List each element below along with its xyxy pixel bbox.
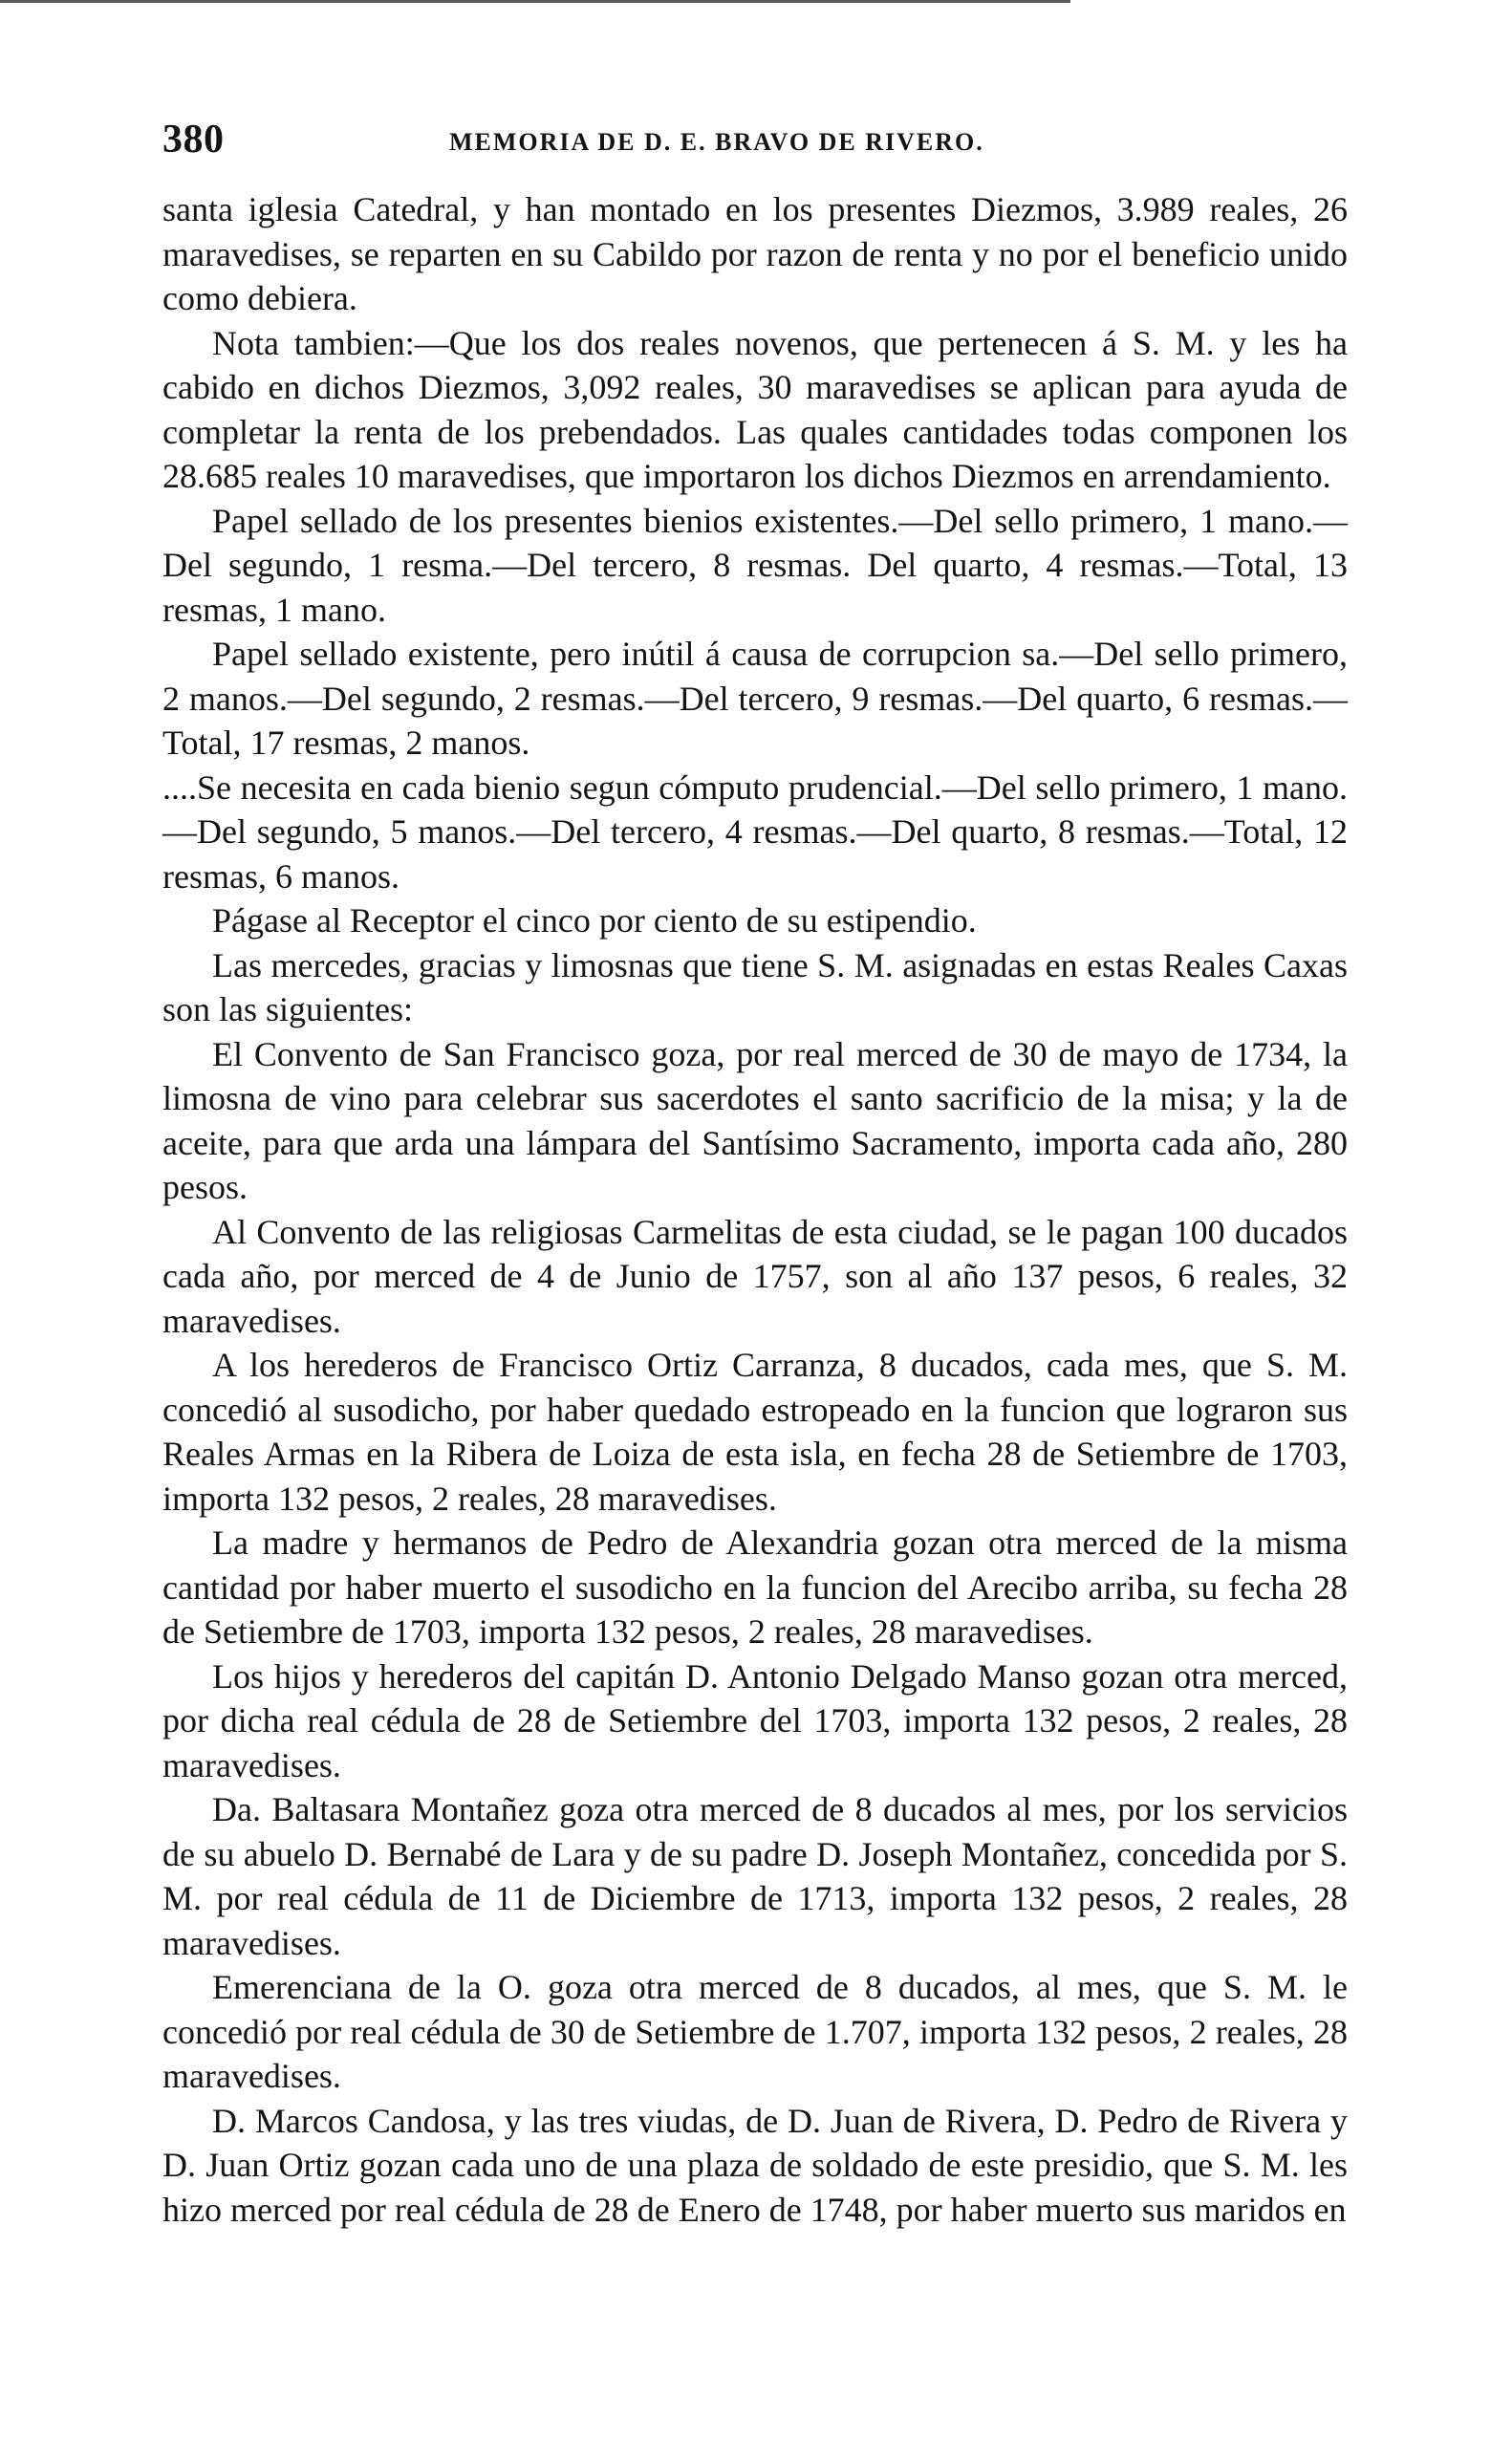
paragraph: La madre y hermanos de Pedro de Alexandria gozan otra merced de la misma cantidad por haber muerto el susodicho en la funcion del Arecibo arriba, su fecha 28 de Setiembre de 1703, importa 132 pesos, 2 reales, 28 maravedises.	[162, 1524, 1348, 1651]
paragraph: A los herederos de Francisco Ortiz Carranza, 8 ducados, cada mes, que S. M. concedió al susodicho, por haber quedado estropeado en la funcion que lograron sus Reales Armas en la Ribera de Loiza de esta isla, en fecha 28 de Setiembre de 1703, importa 132 pesos, 2 reales, 28 maravedises.	[162, 1346, 1348, 1518]
top-rule	[0, 0, 1070, 3]
paragraph: Págase al Receptor el cinco por ciento de su estipendio.	[212, 901, 977, 940]
paragraph: D. Marcos Candosa, y las tres viudas, de D. Juan de Rivera, D. Pedro de Rivera y D. Juan Ortiz gozan cada uno de una plaza de soldado de este presidio, que S. M. les hizo merced por real cédula de 28 de Enero de 1748, por haber muerto sus maridos en	[162, 2101, 1348, 2229]
paragraph: santa iglesia Catedral, y han montado en los presentes Diezmos, 3.989 reales, 26 maravedises, se reparten en su Cabildo por razon de renta y no por el beneficio unido como debiera.	[162, 190, 1348, 317]
paragraph: ....Se necesita en cada bienio segun cómputo prudencial.—Del sello primero, 1 mano.—Del segundo, 5 manos.—Del tercero, 4 resmas.—Del quarto, 8 resmas.—Total, 12 resmas, 6 manos.	[162, 767, 1348, 896]
running-head	[162, 115, 1348, 162]
paragraph: Papel sellado existente, pero inútil á causa de corrupcion sa.—Del sello primero, 2 manos.—Del segundo, 2 resmas.—Del tercero, 9 resmas.—Del quarto, 6 resmas.—Total, 17 resmas, 2 manos.	[162, 635, 1348, 762]
paragraph: Da. Baltasara Montañez goza otra merced de 8 ducados al mes, por los servicios de su abuelo D. Bernabé de Lara y de su padre D. Joseph Montañez, concedida por S. M. por real cédula de 11 de Diciembre de 1713, importa 132 pesos, 2 reales, 28 maravedises.	[162, 1790, 1348, 1962]
paragraph: Los hijos y herederos del capitán D. Antonio Delgado Manso gozan otra merced, por dicha real cédula de 28 de Setiembre del 1703, importa 132 pesos, 2 reales, 28 maravedises.	[162, 1656, 1348, 1784]
page-body	[162, 187, 1348, 2232]
running-title: MEMORIA DE D. E. BRAVO DE RIVERO.	[449, 128, 984, 156]
page-number: 380	[162, 118, 225, 162]
paragraph: Las mercedes, gracias y limosnas que tiene S. M. asignadas en estas Reales Caxas son las siguientes:	[162, 945, 1348, 1028]
paragraph: Papel sellado de los presentes bienios existentes.—Del sello primero, 1 mano.—Del segundo, 1 resma.—Del tercero, 8 resmas. Del quarto, 4 resmas.—Total, 13 resmas, 1 mano.	[162, 501, 1348, 629]
paragraph: Nota tambien:—Que los dos reales novenos, que pertenecen á S. M. y les ha cabido en dichos Diezmos, 3,092 reales, 30 maravedises se aplican para ayuda de completar la renta de los prebendados. Las quales cantidades todas componen los 28.685 reales 10 maravedises, que importaron los dichos Diezmos en arrendamiento.	[162, 323, 1348, 495]
paragraph: Emerenciana de la O. goza otra merced de 8 ducados, al mes, que S. M. le concedió por real cédula de 30 de Setiembre de 1.707, importa 132 pesos, 2 reales, 28 maravedises.	[162, 1968, 1348, 2095]
paragraph: El Convento de San Francisco goza, por real merced de 30 de mayo de 1734, la limosna de vino para celebrar sus sacerdotes el santo sacrificio de la misa; y la de aceite, para que arda una lámpara del Santísimo Sacramento, importa cada año, 280 pesos.	[162, 1034, 1348, 1206]
book-page	[162, 115, 1348, 2232]
paragraph: Al Convento de las religiosas Carmelitas de esta ciudad, se le pagan 100 ducados cada año, por merced de 4 de Junio de 1757, son al año 137 pesos, 6 reales, 32 maravedises.	[162, 1212, 1348, 1340]
